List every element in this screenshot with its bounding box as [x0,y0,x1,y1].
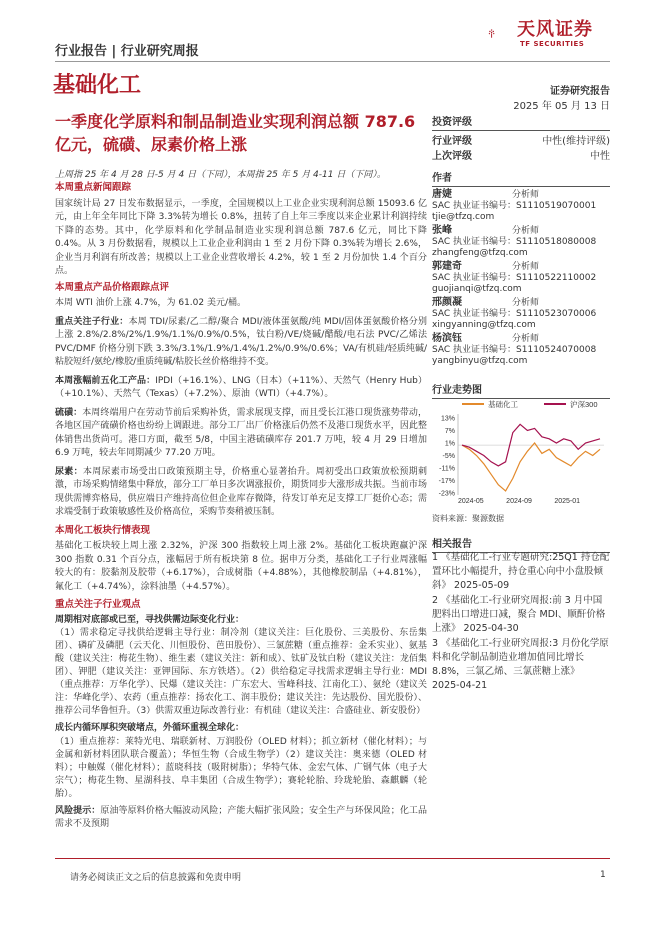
analyst-name: 郭建奇 [432,261,462,272]
section-heading: 本周重点产品价格跟踪点评 [55,281,170,293]
para-text: 本周 TDI/尿素/乙二醇/聚合 MDI/液体蛋氨酸/纯 MDI/固体蛋氨酸价格分别上涨 2.8%/2.8%/2%/1.9%/1.1%/0.9%/0.5%，钛白粉/VE/烧碱/醋酸/电石法 PVC/乙烯法 PVC/DMF 价格分别下跌 3.3%/3.1%/1.9%/1.4%/1.2%/0.9%/0.6%；VA/有机硅/轻质纯碱/粘胶短纤/氨纶/橡胶/重质纯碱/粘胶长丝价格维持不变。 [55,316,427,367]
analyst-email[interactable]: yangbinyu@tfzq.com [432,356,528,366]
para-label: 硫磺： [55,407,83,418]
related-head: 相关报告 [432,535,610,553]
page-number: 1 [600,870,606,880]
related-report-item[interactable]: 1 《基础化工-行业专题研究:25Q1 持仓配置环比小幅提升，持仓重心向中小盘股倾斜》 2025-05-09 [432,552,610,591]
section-heading: 重点关注子行业观点 [55,599,141,610]
analyst-email[interactable]: guojianqi@tfzq.com [432,284,522,294]
paragraph: 基础化工板块较上周上涨 2.32%，沪深 300 指数较上周上涨 2%。基础化工板块跑赢沪深 300 指数 0.31 个百分点，涨幅居于所有板块第 8 位。据申万分类，基础化工子行业周涨幅较大的有：胶黏剂及胶带（+6.17%），合成树脂（+4.88%），其他橡胶制品（+4.81%），氟化工（+4.74%），涂料油墨（+4.57%）。 [55,541,427,592]
analyst-card [432,261,610,295]
rating-key: 上次评级 [432,151,472,162]
analyst-email[interactable]: zhangfeng@tfzq.com [432,248,528,258]
para-label: 尿素： [55,466,83,477]
y-tick-label: -17% [438,478,455,485]
legend-label: 沪深300 [570,400,598,409]
industry-title: 基础化工 [53,73,142,98]
paragraph [55,375,427,402]
section-heading: 本周化工板块行情表现 [55,524,151,536]
analyst-card [432,189,610,223]
rating-key: 行业评级 [432,136,472,147]
rating-value: 中性 [590,151,610,162]
paragraph [55,466,427,520]
rating-value: 中性(维持评级) [542,136,610,147]
para-label: 重点关注子行业： [55,316,129,327]
analyst-name: 唐婕 [432,189,452,200]
paragraph [55,316,427,370]
sub-heading: 成长内循环厚积突破堵点，外循环重视全球化： [55,723,245,733]
chart-source: 资料来源：聚源数据 [432,514,504,523]
x-tick-label: 2025-01 [554,498,581,505]
para-label: 风险提示： [55,805,101,816]
chart-head: 行业走势图 [432,381,610,399]
analyst-card [432,333,610,367]
logo-text-en: TF SECURITIES [520,40,585,48]
paragraph [55,407,427,461]
analyst-email[interactable]: xingyanning@tfzq.com [432,320,536,330]
analyst-name: 张峰 [432,225,452,236]
analyst-email[interactable]: tjie@tfzq.com [432,212,495,222]
industry-trend-chart [432,396,610,511]
logo-text-cn: 天风证券 [517,19,593,40]
x-tick-label: 2024-09 [506,498,532,505]
analyst-cert: SAC 执业证书编号：S1110519070001 [432,201,597,211]
rating-row [432,134,610,149]
header-divider [55,61,610,62]
tf-securities-logo-icon [488,13,518,55]
paragraph [55,805,427,832]
para-text: IPDI（+16.1%）、LNG（日本）（+11%）、天然气（Henry Hub）（+10.1%）、天然气（Texas）（+7.2%）、原油（WTI）（+4.7%）。 [55,375,427,399]
analyst-role: 分析师 [512,262,540,272]
section-heading: 本周重点新闻跟踪 [55,182,132,193]
para-text: 原油等原料价格大幅波动风险；产能大幅扩张风险；安全生产与环保风险；化工品需求不及预期 [55,805,427,829]
paragraph: 本周 WTI 油价上涨 4.7%，为 61.02 美元/桶。 [55,298,247,308]
y-tick-label: -11% [439,465,455,473]
report-type: 行业报告 | 行业研究周报 [55,44,199,59]
report-title: 一季度化学原料和制品制造业实现利润总额 787.6 亿元，硫磺、尿素价格上涨 [55,112,416,154]
analyst-name: 邢颜凝 [432,297,462,308]
analyst-role: 分析师 [512,298,540,308]
author-section [432,169,610,187]
y-tick-label: -5% [442,453,455,460]
x-tick-label: 2024-05 [458,498,484,505]
paragraph: （1）需求稳定寻找供给逻辑主导行业：制冷剂（建议关注：巨化股份、三美股份、东岳集团）、磷矿及磷肥（云天化、川恒股份、芭田股份）、三氯蔗糖（重点推荐：金禾实业）、氨基酸（建议关注：梅花生物）、维生素（建议关注：新和成）、钛矿及钛白粉（建议关注：龙佰集团）、钾肥（建议关注：亚钾国际、东方铁塔）。（2）供给稳定寻找需求逻辑主导行业：MDI（重点推荐：万华化学）、民爆（建议关注：广东宏大、雪峰科技、江南化工）、氨纶（建议关注：华峰化学）、农药（重点推荐：扬农化工、润丰股份；建议关注：先达股份、国光股份）、推荐公司华鲁恒升。（3）供需双重边际改善行业：有机硅（建议关注：合盛硅业、新安股份） [55,628,427,716]
paragraph: （1）重点推荐：莱特光电、瑞联新材、万润股份（OLED 材料）；抓立新材（催化材料）；与金属和新材料团队联合覆盖）；华恒生物（合成生物学）（2）建议关注：奥来德（OLED 材料）；中触媒（催化材料）；蓝晓科技（吸附树脂）；华特气体、金宏气体、广钢气体（电子大宗气）；梅花生物、星湖科技、阜丰集团（合成生物学）；赛轮轮胎、玲珑轮胎、森麒麟（轮胎）。 [55,736,427,799]
analyst-card [432,225,610,259]
analyst-cert: SAC 执业证书编号：S1110522110002 [432,273,597,283]
series-line [462,443,600,491]
analyst-role: 分析师 [512,190,540,200]
para-text: 本周尿素市场受出口政策预期主导，价格重心显著抬升。周初受出口政策放松预期刺激，市场采购情绪集中释放，部分工厂单日多次调涨报价，期货同步大涨形成共振。当前市场现供需博弈格局，供应端日产维持高位但企业库存微降，待发订单充足支撑工厂挺价心态；需求端受制于政策敏感性及价格高位，采购节奏稍被压制。 [55,466,427,517]
para-text: 本周终端用户在劳动节前后采购补货，需求展现支撑，而且受长江港口现货涨势带动，各地区国产硫磺价格也纷纷上调跟进。部分工厂出厂价格涨后仍然不及港口现货水平，因此整体销售出货尚可。港口方面，截至 5/8，中国主港硫磺库存 201.7 万吨，较 4 月 29 日增加 6.9 万吨，较去年同期减少 77.20 万吨。 [55,407,427,458]
analyst-role: 分析师 [512,334,540,344]
y-tick-label: 13% [440,415,455,423]
analyst-cert: SAC 执业证书编号：S1110524070008 [432,345,597,355]
y-tick-label: 7% [444,428,455,435]
related-report-item[interactable]: 3 《基础化工-行业研究周报:3 月份化学原料和化学制品制造业增加值同比增长 8.8%，三氯乙烯、三氯蔗糖上涨》 2025-04-21 [432,638,609,691]
y-tick-label: 1% [444,440,455,448]
footer-divider [55,858,610,859]
para-label: 本周涨幅前五化工产品： [55,375,156,386]
footer-disclaimer: 请务必阅读正文之后的信息披露和免责申明 [70,873,242,883]
y-tick-label: -23% [438,490,455,498]
main-body [55,181,427,832]
rating-head: 投资评级 [432,113,610,131]
period-caption: 上周指 25 年 4 月 28 日-5 月 4 日（下同），本周指 25 年 5 月 4-11 日（下同）。 [55,170,386,180]
author-head: 作者 [432,169,610,187]
analyst-cert: SAC 执业证书编号：S1110518080008 [432,237,597,247]
analyst-role: 分析师 [512,226,540,236]
paragraph: 国家统计局 27 日发布数据显示，一季度，全国规模以上工业企业实现利润总额 15093.6 亿元，由上年全年同比下降 3.3%转为增长 0.8%，扭转了自上年三季度以来企业累计利润持续下降的态势。其中，化学原料和化学制品制造业实现利润总额 787.6 亿元，同比下降 0.4%。从 3 月份数据看，规模以上工业企业利润由 1 至 2 月份下降 0.3%转为增长 2.6%，企业当月利润有所改善；规模以上工业企业营收增长 4.2%，较 1 至 2 月份加快 1.4 个百分点。 [55,198,427,276]
rating-section [432,113,610,164]
related-report-item[interactable]: 2 《基础化工-行业研究周报:前 3 月中国肥料出口增进口减，聚合 MDI、顺酐价格上涨》 2025-04-30 [432,595,606,634]
legend-label: 基础化工 [488,400,518,409]
report-kind: 证券研究报告 [550,86,610,97]
report-date: 2025 年 05 月 13 日 [513,101,610,112]
analyst-cert: SAC 执业证书编号：S1110523070006 [432,309,597,319]
analyst-card [432,297,610,331]
rating-row [432,149,610,164]
sub-heading: 周期相对底部或已至，寻找供需边际变化行业： [55,614,245,625]
analyst-name: 杨滨钰 [432,333,462,344]
